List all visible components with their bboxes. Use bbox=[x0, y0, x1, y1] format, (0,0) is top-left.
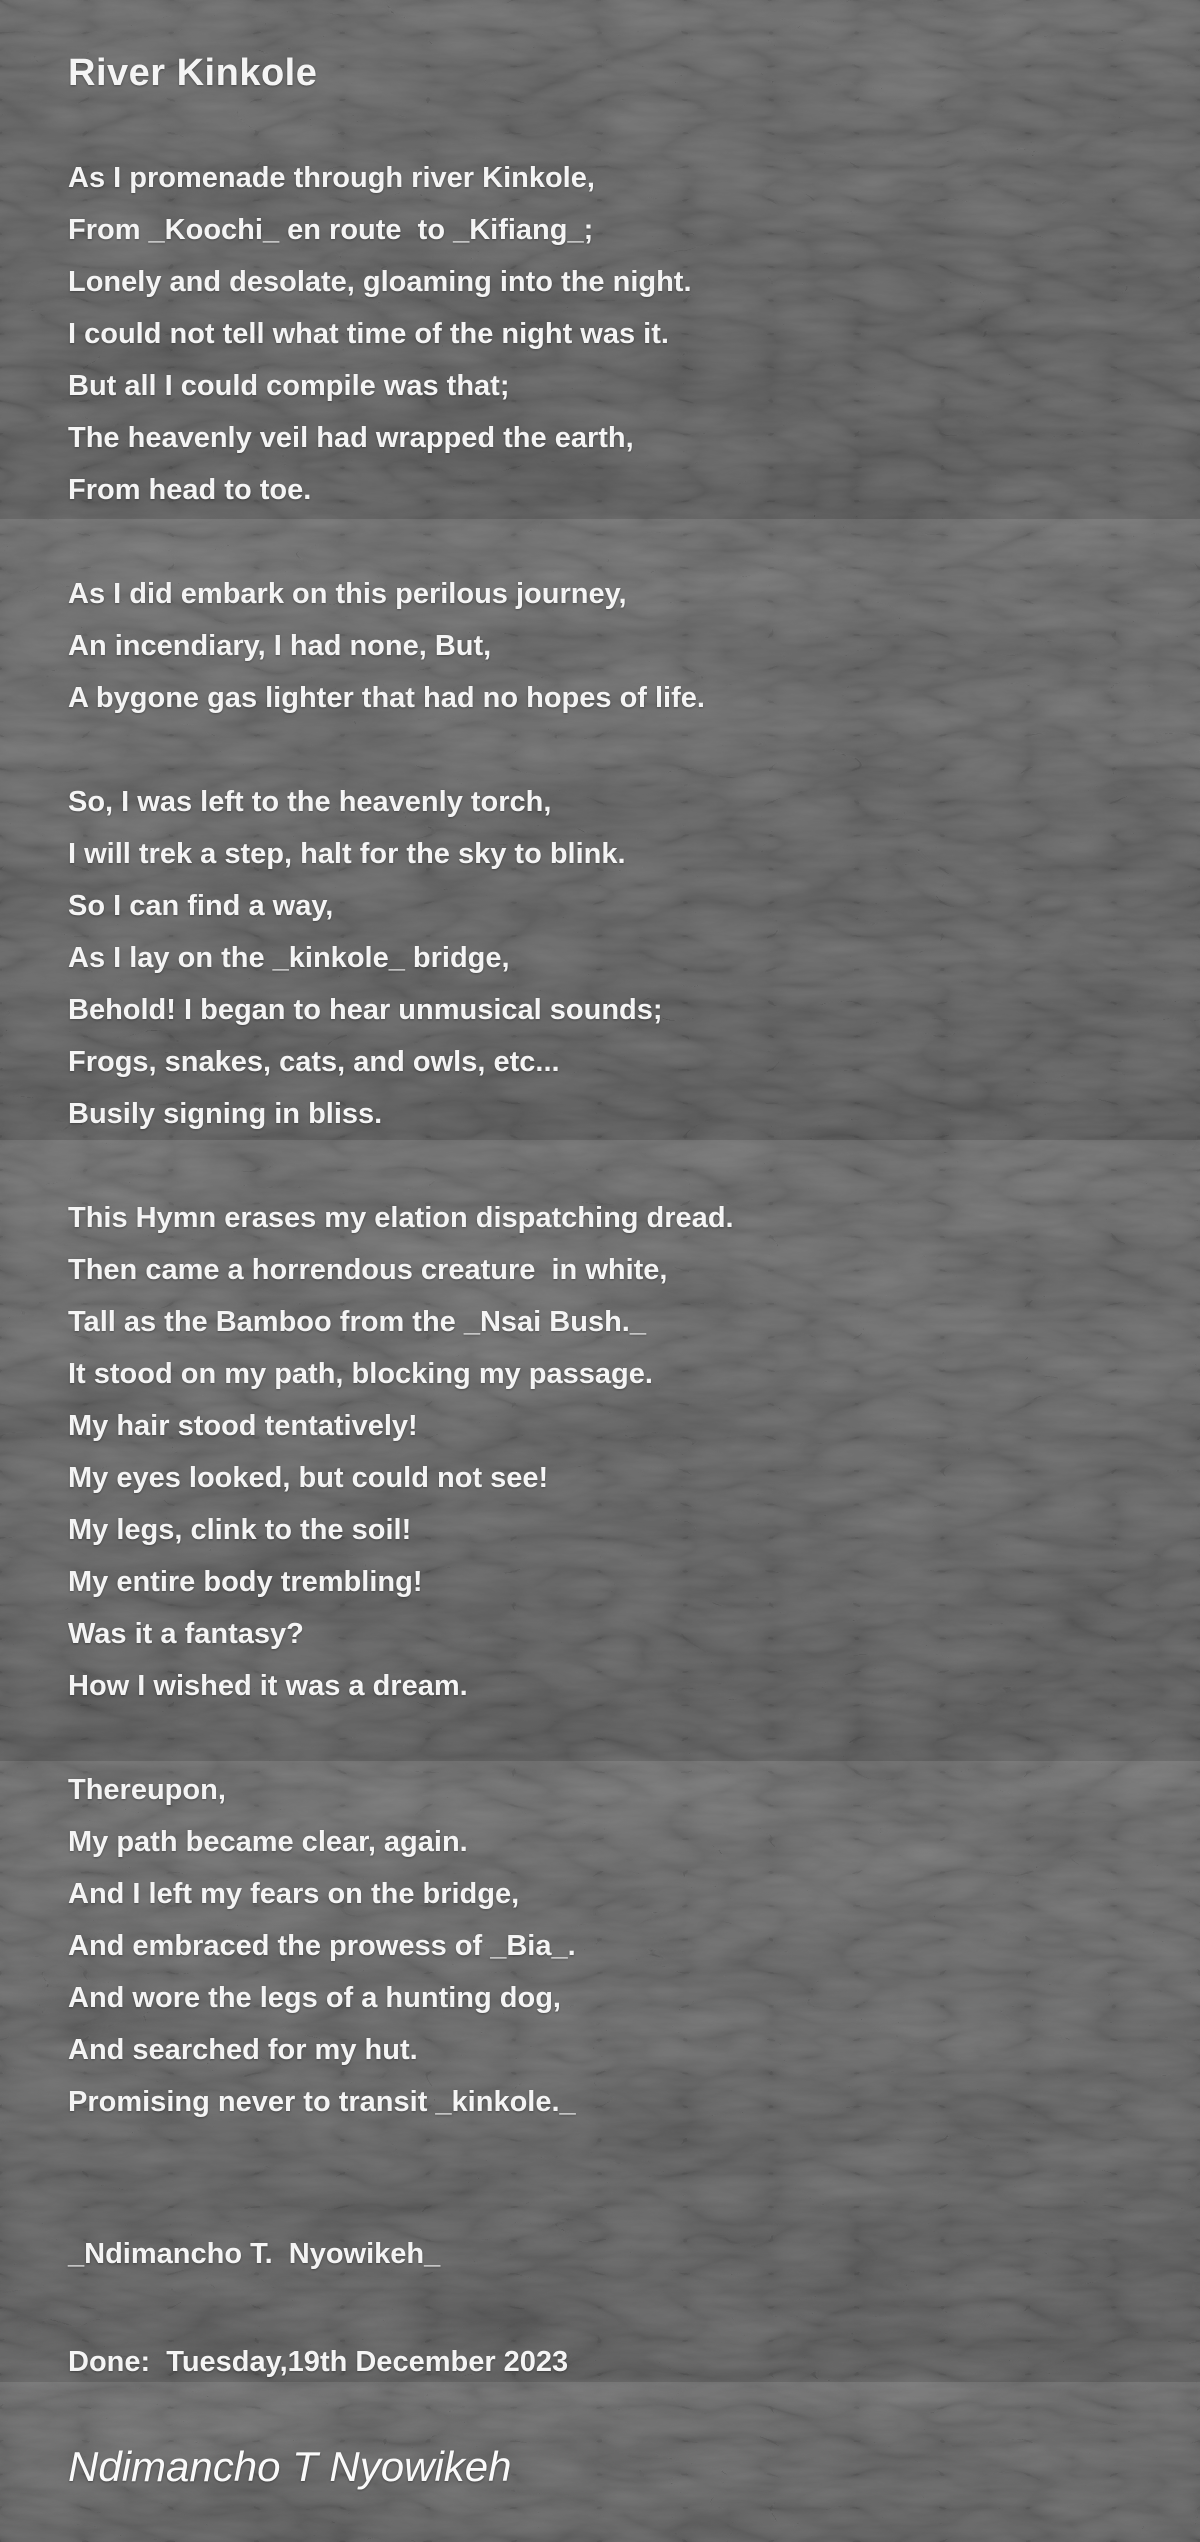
stanza bbox=[68, 152, 1160, 516]
author-signature: Ndimancho T Nyowikeh bbox=[68, 2443, 512, 2490]
poem-line: An incendiary, I had none, But, bbox=[68, 630, 492, 662]
poem-line: As I lay on the _kinkole_ bridge, bbox=[68, 942, 510, 974]
poem-line: As I did embark on this perilous journey, bbox=[68, 578, 627, 610]
completion-date-line: Done: Tuesday,19th December 2023 bbox=[68, 2346, 569, 2378]
poem-line: A bygone gas lighter that had no hopes of life. bbox=[68, 682, 705, 714]
poem-line: The heavenly veil had wrapped the earth, bbox=[68, 422, 634, 454]
poem-line: From head to toe. bbox=[68, 474, 312, 506]
stanza bbox=[68, 1764, 1160, 2128]
poem-line: My entire body trembling! bbox=[68, 1566, 423, 1598]
poem-line: So I can find a way, bbox=[68, 890, 334, 922]
poem-line: And searched for my hut. bbox=[68, 2034, 418, 2066]
stanza bbox=[68, 776, 1160, 1140]
poem-line: How I wished it was a dream. bbox=[68, 1670, 468, 1702]
poet-name-line: _Ndimancho T. Nyowikeh_ bbox=[68, 2238, 441, 2270]
poem-body bbox=[68, 152, 1160, 2128]
poem-line: Then came a horrendous creature in white, bbox=[68, 1254, 668, 1286]
stanza bbox=[68, 568, 1160, 724]
poem-line: My eyes looked, but could not see! bbox=[68, 1462, 549, 1494]
poem-line: Frogs, snakes, cats, and owls, etc... bbox=[68, 1046, 560, 1078]
poem-line: Was it a fantasy? bbox=[68, 1618, 304, 1650]
poem-title: River Kinkole bbox=[68, 52, 318, 94]
poem-line: This Hymn erases my elation dispatching dread. bbox=[68, 1202, 734, 1234]
poem-line: I will trek a step, halt for the sky to blink. bbox=[68, 838, 626, 870]
poem-line: My path became clear, again. bbox=[68, 1826, 468, 1858]
poem-line: And embraced the prowess of _Bia_. bbox=[68, 1930, 576, 1962]
poem-line: And wore the legs of a hunting dog, bbox=[68, 1982, 561, 2014]
poem-line: My legs, clink to the soil! bbox=[68, 1514, 412, 1546]
poem-line: Tall as the Bamboo from the _Nsai Bush._ bbox=[68, 1306, 646, 1338]
poem-line: Promising never to transit _kinkole._ bbox=[68, 2086, 576, 2118]
poem-line: But all I could compile was that; bbox=[68, 370, 510, 402]
poem-line: Thereupon, bbox=[68, 1774, 226, 1806]
poem-line: My hair stood tentatively! bbox=[68, 1410, 418, 1442]
poem-line: Lonely and desolate, gloaming into the night. bbox=[68, 266, 692, 298]
poem-line: So, I was left to the heavenly torch, bbox=[68, 786, 552, 818]
stanza bbox=[68, 1192, 1160, 1712]
poem-line: As I promenade through river Kinkole, bbox=[68, 162, 595, 194]
poem-line: I could not tell what time of the night was it. bbox=[68, 318, 669, 350]
poem-line: It stood on my path, blocking my passage. bbox=[68, 1358, 653, 1390]
poem-line: Behold! I began to hear unmusical sounds; bbox=[68, 994, 663, 1026]
poem-line: From _Koochi_ en route to _Kifiang_; bbox=[68, 214, 594, 246]
poem-line: And I left my fears on the bridge, bbox=[68, 1878, 520, 1910]
poem-line: Busily signing in bliss. bbox=[68, 1098, 383, 1130]
